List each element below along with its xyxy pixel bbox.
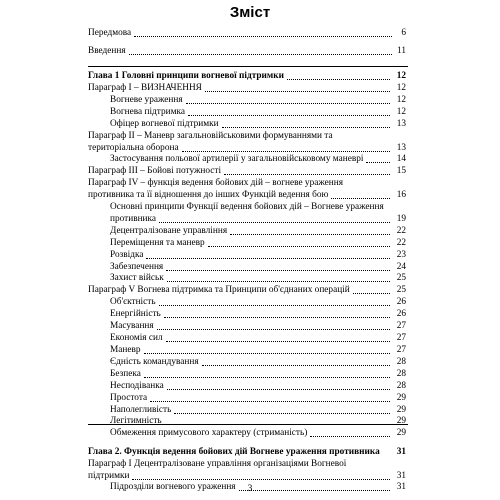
toc-page-number: 26 xyxy=(396,309,406,319)
toc-entry xyxy=(0,177,500,189)
toc-entry xyxy=(0,380,500,392)
toc-entry-title: Обмеження примусового характеру (стриманість) xyxy=(110,428,308,438)
toc-page-number: 25 xyxy=(396,285,406,295)
toc-leader xyxy=(202,365,390,366)
toc-entry-title: Параграф V Вогнева підтримка та Принципи об'єднаних операцій xyxy=(88,285,350,295)
toc-entry xyxy=(0,296,500,308)
toc-page-number: 22 xyxy=(396,226,406,236)
toc-page-number: 29 xyxy=(396,428,406,438)
toc-entry xyxy=(0,153,500,165)
toc-entry xyxy=(0,415,500,427)
toc-entry-title: Захист військ xyxy=(110,273,164,283)
toc-leader xyxy=(230,234,390,235)
toc-entry-title: Єдність командування xyxy=(110,357,199,367)
toc-entry xyxy=(0,225,500,237)
toc-entry-title: противника xyxy=(110,214,157,224)
toc-leader xyxy=(186,103,390,104)
toc-entry-title: Маневр xyxy=(110,345,141,355)
toc-entry xyxy=(0,249,500,261)
toc-page-number: 11 xyxy=(397,46,406,56)
toc-leader xyxy=(164,317,390,318)
toc-entry-title: Наполегливість xyxy=(110,405,172,415)
toc-entry-title: Переміщення та маневр xyxy=(110,238,205,248)
toc-page-number: 28 xyxy=(396,381,406,391)
toc-entry-title: Параграф III – Бойові потужності xyxy=(88,166,222,176)
toc-entry-title: Енергійність xyxy=(110,309,161,319)
divider xyxy=(88,66,408,67)
toc-leader xyxy=(159,305,390,306)
toc-page-number: 26 xyxy=(396,297,406,307)
toc-page-number: 27 xyxy=(396,321,406,331)
page-number: 3 xyxy=(247,484,253,494)
toc-entry-title: Легітимність xyxy=(110,416,162,426)
toc-entry-title: Глава 2. Функція ведення бойових дій Вогневе ураження противника xyxy=(88,447,380,457)
toc-leader xyxy=(150,401,390,402)
toc-entry-title: підтримки xyxy=(88,471,130,481)
toc-leader xyxy=(166,341,390,342)
toc-page-number: 6 xyxy=(401,28,406,38)
toc-entry xyxy=(0,213,500,225)
toc-entry xyxy=(0,201,500,213)
toc-leader xyxy=(174,413,390,414)
toc-page-number: 15 xyxy=(396,166,406,176)
toc-page-number: 12 xyxy=(396,83,406,93)
toc-entry xyxy=(0,427,500,439)
toc-entry-title: Глава 1 Головні принципи вогневої підтримки xyxy=(88,71,284,81)
toc-leader xyxy=(224,174,390,175)
toc-leader xyxy=(157,329,390,330)
toc-entry-title: Децентралізоване управління xyxy=(110,226,228,236)
toc-entry xyxy=(0,70,500,82)
toc-entry-title: Параграф II – Маневр загальновійськовими формуваннями та xyxy=(88,131,333,141)
toc-page-number: 16 xyxy=(396,190,406,200)
toc-entry xyxy=(0,118,500,130)
toc-entry xyxy=(0,392,500,404)
toc-entry-title: Введення xyxy=(88,46,126,56)
toc-entry xyxy=(0,82,500,94)
toc-entry xyxy=(0,237,500,249)
toc-page-number: 27 xyxy=(396,333,406,343)
toc-entry xyxy=(0,27,500,39)
toc-entry-title: Застосування польової артилерії у загальновійськовому маневрі xyxy=(110,154,364,164)
toc-entry xyxy=(0,332,500,344)
toc-leader xyxy=(144,377,390,378)
toc-entry-title: Об'єктність xyxy=(110,297,156,307)
toc-entry-title: Параграф I – ВИЗНАЧЕННЯ xyxy=(88,83,202,93)
toc-leader xyxy=(146,258,390,259)
toc-page-number: 29 xyxy=(396,405,406,415)
toc-entry xyxy=(0,189,500,201)
toc-entry xyxy=(0,320,500,332)
toc-entry-title: противника та її відношення до інших Функцій ведення бою xyxy=(88,190,329,200)
toc-page-number: 22 xyxy=(396,238,406,248)
toc-leader xyxy=(287,79,390,80)
toc-page-number: 12 xyxy=(396,71,406,81)
toc-entry-title: Масування xyxy=(110,321,154,331)
toc-page-number: 23 xyxy=(396,250,406,260)
toc-page-number: 29 xyxy=(396,416,406,426)
toc-page-number: 24 xyxy=(396,262,406,272)
toc-entry xyxy=(0,446,500,458)
toc-entry-title: Вогневе ураження xyxy=(110,95,183,105)
toc-entry-title: Параграф IV – функція ведення бойових дій – вогневе ураження xyxy=(88,178,344,188)
toc-leader xyxy=(166,270,390,271)
toc-entry xyxy=(0,45,500,57)
toc-entry xyxy=(0,356,500,368)
toc-entry-title: Забезпечення xyxy=(110,262,164,272)
toc-leader xyxy=(353,293,390,294)
toc-entry-title: Розвідка xyxy=(110,250,144,260)
toc-page-number: 27 xyxy=(396,345,406,355)
toc-leader xyxy=(144,353,390,354)
toc-leader xyxy=(331,198,390,199)
toc-entry xyxy=(0,106,500,118)
toc-entry-title: Безпека xyxy=(110,369,141,379)
toc-leader xyxy=(222,127,390,128)
toc-leader xyxy=(182,151,390,152)
toc-entry-title: Вогнева підтримка xyxy=(110,107,185,117)
toc-page-number: 19 xyxy=(396,214,406,224)
toc-entry xyxy=(0,94,500,106)
toc-page-number: 28 xyxy=(396,369,406,379)
toc-entry-title: Простота xyxy=(110,393,148,403)
toc-entry-title: Економія сил xyxy=(110,333,163,343)
toc-page-number: 28 xyxy=(396,357,406,367)
toc-page-number: 25 xyxy=(396,273,406,283)
toc-entry xyxy=(0,368,500,380)
toc-entry-title: територіальна оборона xyxy=(88,143,179,153)
toc-leader xyxy=(188,115,390,116)
toc-entry xyxy=(0,458,500,470)
toc-leader xyxy=(208,246,390,247)
toc-leader xyxy=(167,281,390,282)
toc-page-number: 12 xyxy=(396,107,406,117)
toc-leader xyxy=(134,36,392,37)
toc-leader xyxy=(129,54,392,55)
toc-entry xyxy=(0,165,500,177)
toc-entry xyxy=(0,344,500,356)
toc-leader xyxy=(167,389,390,390)
toc-entry-title: Передмова xyxy=(88,28,132,38)
toc-entry-title: Основні принципи Функції ведення бойових дій – Вогневе ураження xyxy=(110,202,384,212)
toc-entry-title: Параграф I Децентралізоване управління організаціями Вогневої xyxy=(88,459,347,469)
toc-entry xyxy=(0,130,500,142)
toc-entry-title: Несподіванка xyxy=(110,381,164,391)
toc-page-number: 31 xyxy=(396,471,406,481)
toc-entry-title: Підрозділи вогневого ураження xyxy=(110,482,236,492)
toc-page-number: 31 xyxy=(396,482,406,492)
toc-entry xyxy=(0,272,500,284)
toc-page-number: 13 xyxy=(396,119,406,129)
page-title: Зміст xyxy=(229,4,271,21)
toc-leader xyxy=(132,479,390,480)
toc-entry xyxy=(0,284,500,296)
toc-leader xyxy=(205,91,390,92)
toc-page-number: 13 xyxy=(396,143,406,153)
toc-page-number: 14 xyxy=(396,154,406,164)
toc-leader xyxy=(159,222,390,223)
toc-page-number: 29 xyxy=(396,393,406,403)
toc-leader xyxy=(310,436,390,437)
toc-entry xyxy=(0,308,500,320)
toc-entry-title: Офіцер вогневої підтримки xyxy=(110,119,219,129)
toc-page-number: 12 xyxy=(396,95,406,105)
toc-leader xyxy=(165,424,390,425)
toc-page-number: 31 xyxy=(396,447,406,457)
